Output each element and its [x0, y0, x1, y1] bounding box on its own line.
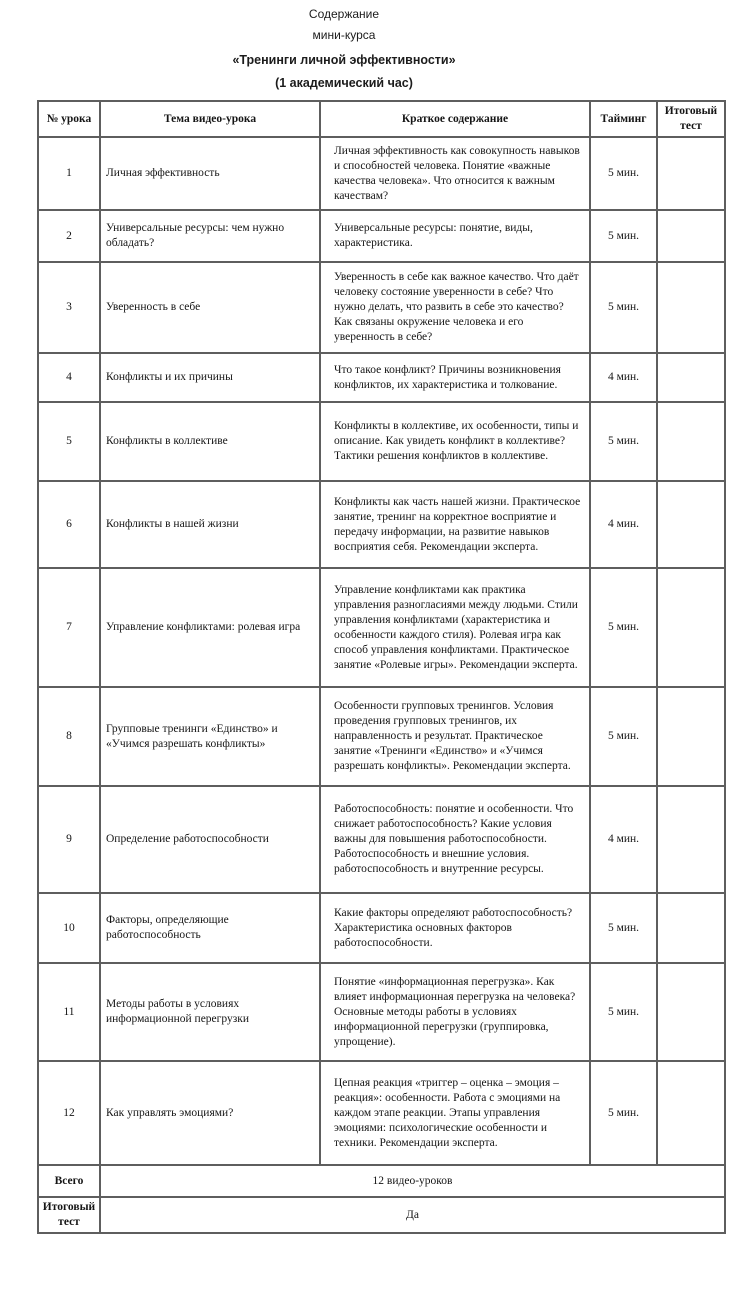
col-header-topic: Тема видео-урока [100, 101, 320, 137]
lesson-number-cell: 6 [38, 481, 100, 568]
summary-cell: Конфликты как часть нашей жизни. Практическое занятие, тренинг на корректное восприятие и передачу информации, на развитие навыков восприятия себя. Рекомендации эксперта. [320, 481, 590, 568]
summary-cell: Работоспособность: понятие и особенности. Что снижает работоспособность? Какие условия важны для повышения работоспособности. Работоспособность и внешние условия. работоспособность и внутренние ресурсы. [320, 786, 590, 893]
lesson-row [38, 210, 725, 262]
lesson-number-cell: 8 [38, 687, 100, 786]
table-body [38, 137, 725, 1165]
table-header [38, 101, 725, 137]
lesson-row [38, 137, 725, 210]
timing-cell: 4 мин. [590, 786, 657, 893]
lesson-number-cell: 1 [38, 137, 100, 210]
col-header-timing: Тайминг [590, 101, 657, 137]
summary-cell: Особенности групповых тренингов. Условия проведения групповых тренингов, их направленность и результат. Практическое занятие «Тренинги «Единство» и «Учимся разрешать конфликты». Рекомендации эксперта. [320, 687, 590, 786]
timing-cell: 5 мин. [590, 568, 657, 687]
lesson-number-cell: 11 [38, 963, 100, 1061]
summary-cell: Какие факторы определяют работоспособность? Характеристика основных факторов работоспособности. [320, 893, 590, 963]
summary-cell: Что такое конфликт? Причины возникновения конфликтов, их характеристика и толкование. [320, 353, 590, 402]
lesson-number-cell: 7 [38, 568, 100, 687]
timing-cell: 5 мин. [590, 1061, 657, 1165]
final-test-cell [657, 402, 725, 481]
final-test-cell [657, 568, 725, 687]
total-label: Всего [38, 1165, 100, 1197]
final-test-cell [657, 786, 725, 893]
topic-cell: Универсальные ресурсы: чем нужно обладать? [100, 210, 320, 262]
summary-cell: Цепная реакция «триггер – оценка – эмоция – реакция»: особенности. Работа с эмоциями на каждом этапе реакции. Этапы управления эмоциями: психологические особенности и техники. Рекомендации эксперта. [320, 1061, 590, 1165]
topic-cell: Конфликты и их причины [100, 353, 320, 402]
course-title: «Тренинги личной эффективности» [232, 53, 456, 67]
summary-cell: Управление конфликтами как практика управления разногласиями между людьми. Стили управления конфликтами (характеристика и особенности каждого стиля). Ролевая игра как способ управления конфликтами. Практическое занятие «Ролевые игры». Рекомендации эксперта. [320, 568, 590, 687]
timing-cell: 5 мин. [590, 687, 657, 786]
summary-cell: Уверенность в себе как важное качество. Что даёт человеку состояние уверенности в себе? Что нужно делать, что развить в себе это качество? Как связаны окружение человека и его уверенность в себе? [320, 262, 590, 353]
summary-cell: Универсальные ресурсы: понятие, виды, характеристика. [320, 210, 590, 262]
summary-cell: Понятие «информационная перегрузка». Как влияет информационная перегрузка на человека? Основные методы работы в условиях информационной перегрузки (группировка, упрощение). [320, 963, 590, 1061]
table-footer [38, 1165, 725, 1233]
lesson-number-cell: 5 [38, 402, 100, 481]
lesson-row [38, 568, 725, 687]
final-test-label: Итоговый тест [38, 1197, 100, 1233]
course-duration: (1 академический час) [275, 76, 413, 90]
summary-cell: Конфликты в коллективе, их особенности, типы и описание. Как увидеть конфликт в коллективе? Тактики решения конфликтов в коллективе. [320, 402, 590, 481]
final-test-cell [657, 687, 725, 786]
lesson-row [38, 687, 725, 786]
topic-cell: Конфликты в коллективе [100, 402, 320, 481]
total-value: 12 видео-уроков [100, 1165, 725, 1197]
topic-cell: Методы работы в условиях информационной перегрузки [100, 963, 320, 1061]
final-test-row [38, 1197, 725, 1233]
lesson-number-cell: 4 [38, 353, 100, 402]
final-test-cell [657, 1061, 725, 1165]
topic-cell: Личная эффективность [100, 137, 320, 210]
topic-cell: Как управлять эмоциями? [100, 1061, 320, 1165]
topic-cell: Управление конфликтами: ролевая игра [100, 568, 320, 687]
final-test-cell [657, 481, 725, 568]
lesson-row [38, 262, 725, 353]
final-test-cell [657, 262, 725, 353]
topic-cell: Групповые тренинги «Единство» и «Учимся разрешать конфликты» [100, 687, 320, 786]
final-test-cell [657, 963, 725, 1061]
summary-cell: Личная эффективность как совокупность навыков и способностей человека. Понятие «важные качества человека». Что относится к важным качествам? [320, 137, 590, 210]
topic-cell: Определение работоспособности [100, 786, 320, 893]
doc-title-contents: Содержание [308, 7, 380, 21]
document-header [37, 4, 651, 94]
lesson-number-cell: 12 [38, 1061, 100, 1165]
doc-title-minicourse: мини-курса [312, 28, 376, 42]
col-header-summary: Краткое содержание [320, 101, 590, 137]
lesson-row [38, 786, 725, 893]
lesson-row [38, 1061, 725, 1165]
lesson-number-cell: 10 [38, 893, 100, 963]
header-row [38, 101, 725, 137]
lesson-number-cell: 9 [38, 786, 100, 893]
topic-cell: Конфликты в нашей жизни [100, 481, 320, 568]
timing-cell: 4 мин. [590, 481, 657, 568]
final-test-cell [657, 137, 725, 210]
lesson-row [38, 893, 725, 963]
final-test-cell [657, 210, 725, 262]
timing-cell: 5 мин. [590, 210, 657, 262]
lesson-number-cell: 2 [38, 210, 100, 262]
topic-cell: Уверенность в себе [100, 262, 320, 353]
final-test-cell [657, 353, 725, 402]
timing-cell: 4 мин. [590, 353, 657, 402]
topic-cell: Факторы, определяющие работоспособность [100, 893, 320, 963]
col-header-final-test: Итоговый тест [657, 101, 725, 137]
total-row [38, 1165, 725, 1197]
timing-cell: 5 мин. [590, 137, 657, 210]
timing-cell: 5 мин. [590, 262, 657, 353]
lesson-row [38, 481, 725, 568]
lesson-number-cell: 3 [38, 262, 100, 353]
timing-cell: 5 мин. [590, 402, 657, 481]
col-header-lesson-number: № урока [38, 101, 100, 137]
final-test-cell [657, 893, 725, 963]
lesson-row [38, 353, 725, 402]
timing-cell: 5 мин. [590, 893, 657, 963]
course-contents-table [37, 100, 726, 1234]
lesson-row [38, 402, 725, 481]
timing-cell: 5 мин. [590, 963, 657, 1061]
final-test-value: Да [100, 1197, 725, 1233]
lesson-row [38, 963, 725, 1061]
